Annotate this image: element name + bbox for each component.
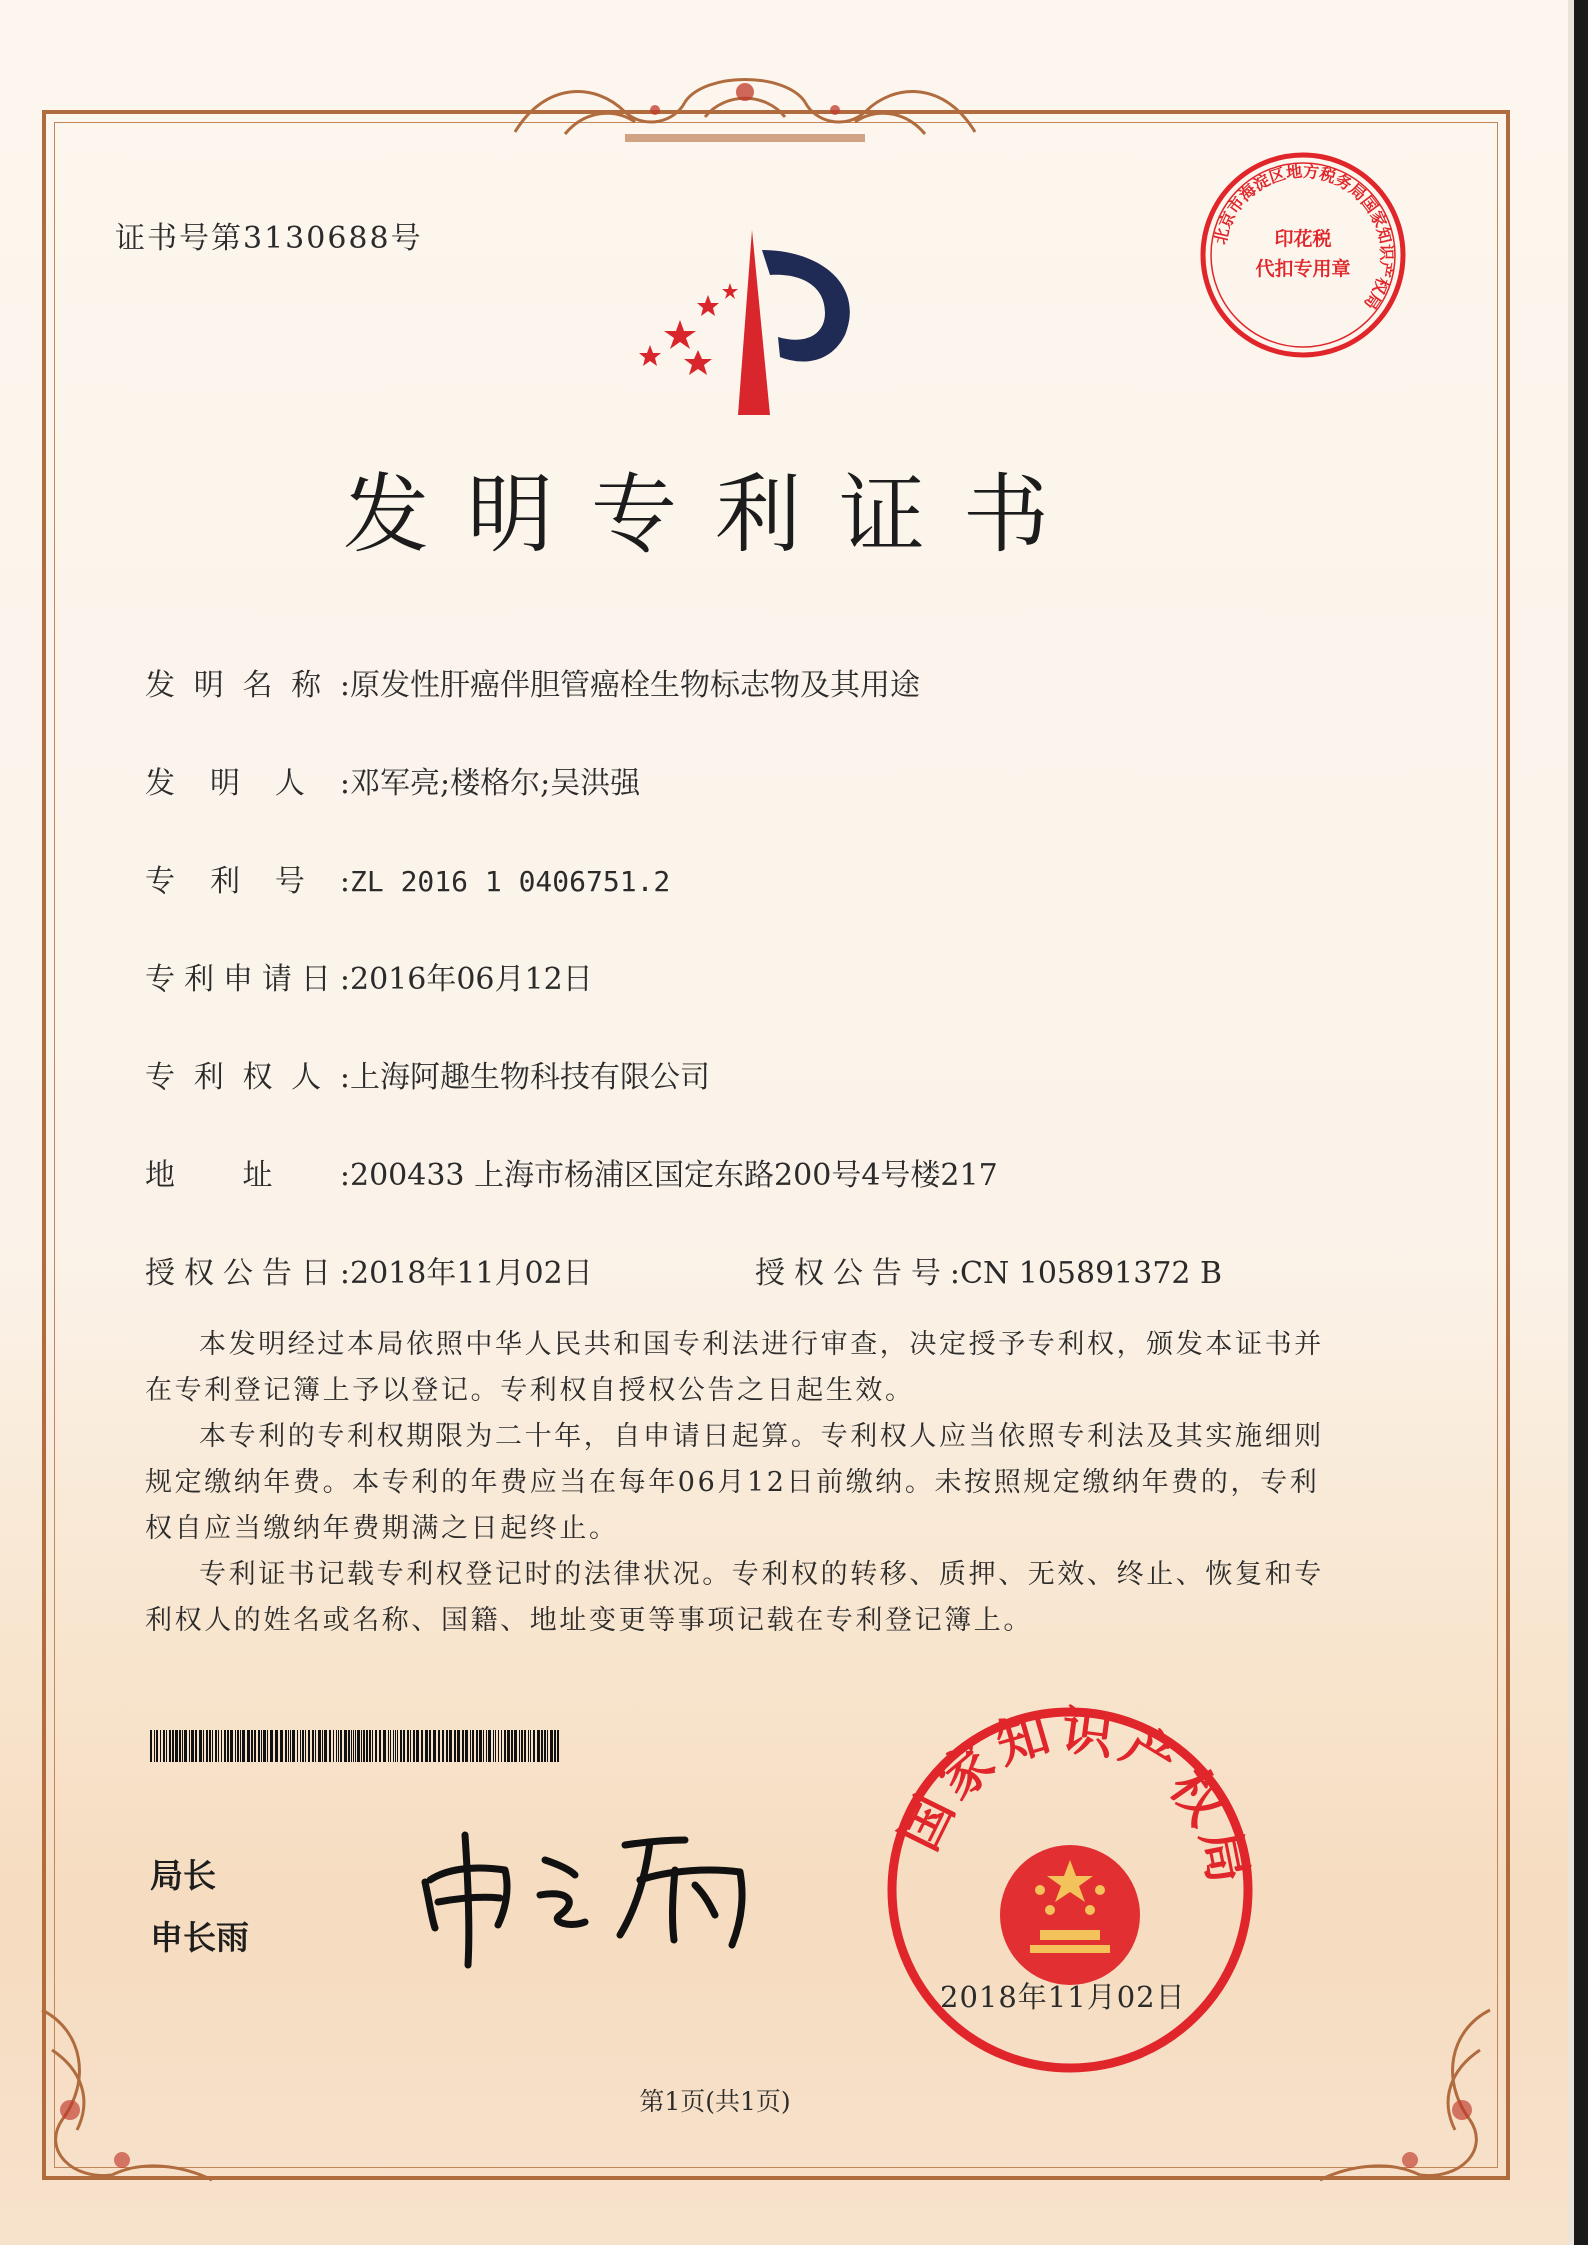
barcode-bar xyxy=(465,1730,468,1762)
barcode-bar xyxy=(254,1730,256,1762)
tax-seal-center-2: 代扣专用章 xyxy=(1255,258,1351,280)
barcode-bar xyxy=(227,1730,229,1762)
inventors-label: 发明人: xyxy=(145,766,350,801)
barcode-bar xyxy=(433,1730,436,1762)
barcode-bar xyxy=(203,1730,204,1762)
barcode-bar xyxy=(267,1730,268,1762)
barcode-icon xyxy=(150,1730,560,1762)
barcode-bar xyxy=(393,1730,394,1762)
barcode-bar xyxy=(288,1730,289,1762)
barcode-bar xyxy=(544,1730,546,1762)
page-number: 第1页(共1页) xyxy=(639,2087,791,2116)
barcode-bar xyxy=(195,1730,197,1762)
barcode-bar xyxy=(454,1730,456,1762)
barcode-bar xyxy=(160,1730,161,1762)
decorative-frame-inner xyxy=(54,122,1498,2168)
barcode-bar xyxy=(383,1730,386,1762)
barcode-bar xyxy=(519,1730,520,1762)
barcode-bar xyxy=(541,1730,543,1762)
barcode-bar xyxy=(470,1730,471,1762)
barcode-bar xyxy=(297,1730,298,1762)
barcode-bar xyxy=(175,1730,178,1762)
barcode-bar xyxy=(348,1730,350,1762)
barcode-bar xyxy=(212,1730,213,1762)
barcode-bar xyxy=(395,1730,396,1762)
barcode-bar xyxy=(340,1730,342,1762)
barcode-bar xyxy=(247,1730,250,1762)
barcode-bar xyxy=(416,1730,419,1762)
tax-seal-ring-text: 北京市海淀区地方税务局国家知识产权局 xyxy=(1210,161,1397,313)
barcode-bar xyxy=(514,1730,517,1762)
stamp-date: 2018年11月02日 xyxy=(940,1980,1186,2014)
invention-name-label: 发明名称: xyxy=(145,668,350,703)
grant-date-value: 2018年11月02日 xyxy=(350,1256,593,1291)
certificate-title: 发明专利证书 xyxy=(343,465,1087,565)
barcode-bar xyxy=(221,1730,222,1762)
barcode-bar xyxy=(300,1730,301,1762)
top-ornament-icon xyxy=(505,62,985,152)
barcode-bar xyxy=(292,1730,295,1762)
barcode-bar xyxy=(363,1730,365,1762)
barcode-bar xyxy=(351,1730,352,1762)
barcode-bar xyxy=(495,1730,496,1762)
field-patentee xyxy=(145,1052,710,1096)
barcode-bar xyxy=(215,1730,217,1762)
barcode-bar xyxy=(344,1730,347,1762)
barcode-bar xyxy=(537,1730,540,1762)
barcode-bar xyxy=(324,1730,327,1762)
barcode-bar xyxy=(218,1730,219,1762)
barcode-bar xyxy=(179,1730,181,1762)
barcode-bar xyxy=(483,1730,484,1762)
barcode-bar xyxy=(369,1730,371,1762)
barcode-bar xyxy=(263,1730,266,1762)
barcode-bar xyxy=(547,1730,548,1762)
barcode-bar xyxy=(189,1730,190,1762)
barcode-bar xyxy=(425,1730,428,1762)
barcode-bar xyxy=(550,1730,553,1762)
barcode-bar xyxy=(333,1730,334,1762)
barcode-bar xyxy=(372,1730,373,1762)
address-label: 地址: xyxy=(145,1158,350,1193)
barcode-bar xyxy=(206,1730,208,1762)
barcode-bar xyxy=(280,1730,283,1762)
barcode-bar xyxy=(169,1730,171,1762)
handwritten-signature-icon xyxy=(410,1810,770,1970)
barcode-bar xyxy=(390,1730,391,1762)
barcode-bar xyxy=(302,1730,304,1762)
barcode-bar xyxy=(400,1730,402,1762)
barcode-bar xyxy=(315,1730,316,1762)
barcode-bar xyxy=(476,1730,478,1762)
barcode-bar xyxy=(224,1730,226,1762)
barcode-bar xyxy=(446,1730,448,1762)
field-grant-no xyxy=(755,1248,1222,1292)
certificate-number xyxy=(115,213,423,257)
barcode-bar xyxy=(308,1730,310,1762)
barcode-bar xyxy=(150,1730,152,1762)
state-ip-office-seal-icon xyxy=(880,1700,1260,2080)
barcode-bar xyxy=(457,1730,460,1762)
barcode-bar xyxy=(322,1730,323,1762)
barcode-bar xyxy=(237,1730,239,1762)
barcode-bar xyxy=(530,1730,531,1762)
barcode-bar xyxy=(191,1730,194,1762)
barcode-bar xyxy=(199,1730,202,1762)
barcode-bar xyxy=(275,1730,278,1762)
field-filing-date xyxy=(145,954,593,998)
grant-no-label: 授权公告号: xyxy=(755,1256,960,1291)
barcode-bar xyxy=(438,1730,440,1762)
barcode-bar xyxy=(366,1730,368,1762)
barcode-bar xyxy=(524,1730,526,1762)
barcode-bar xyxy=(182,1730,183,1762)
barcode-bar xyxy=(154,1730,155,1762)
barcode-bar xyxy=(240,1730,241,1762)
body-paragraph-3: 专利证书记载专利权登记时的法律状况。专利权的转移、质押、无效、终止、恢复和专利权人的姓名或名称、国籍、地址变更等事项记载在专利登记簿上。 xyxy=(145,1559,1324,1636)
barcode-bar xyxy=(488,1730,491,1762)
patentee-label: 专利权人: xyxy=(145,1060,350,1095)
barcode-bar xyxy=(504,1730,506,1762)
barcode-bar xyxy=(285,1730,287,1762)
barcode-bar xyxy=(355,1730,356,1762)
barcode-bar xyxy=(429,1730,431,1762)
field-grant-date xyxy=(145,1248,593,1292)
barcode-bar xyxy=(501,1730,502,1762)
barcode-bar xyxy=(507,1730,510,1762)
barcode-bar xyxy=(421,1730,423,1762)
barcode-bar xyxy=(449,1730,452,1762)
barcode-bar xyxy=(242,1730,245,1762)
body-paragraph-1: 本发明经过本局依照中华人民共和国专利法进行审查，决定授予专利权，颁发本证书并在专利登记簿上予以登记。专利权自授权公告之日起生效。 xyxy=(145,1329,1324,1406)
barcode-bar xyxy=(493,1730,494,1762)
barcode-bar xyxy=(336,1730,337,1762)
barcode-bar xyxy=(462,1730,464,1762)
patentee-value: 上海阿趣生物科技有限公司 xyxy=(350,1060,710,1095)
patent-no-label: 专利号: xyxy=(145,864,350,899)
barcode-bar xyxy=(172,1730,174,1762)
director-name: 申长雨 xyxy=(150,1918,249,1957)
barcode-bar xyxy=(353,1730,354,1762)
page-edge-dark xyxy=(1574,0,1588,2245)
barcode-bar xyxy=(230,1730,233,1762)
invention-name-value: 原发性肝癌伴胆管癌栓生物标志物及其用途 xyxy=(350,668,920,703)
filing-date-label: 专利申请日: xyxy=(145,962,350,997)
barcode-bar xyxy=(554,1730,556,1762)
tax-seal-icon xyxy=(1193,145,1413,365)
barcode-bar xyxy=(486,1730,487,1762)
tax-seal-center-1: 印花税 xyxy=(1274,228,1332,250)
barcode-bar xyxy=(258,1730,260,1762)
barcode-bar xyxy=(410,1730,411,1762)
barcode-bar xyxy=(312,1730,314,1762)
patent-office-emblem-icon xyxy=(620,225,880,425)
barcode-bar xyxy=(472,1730,474,1762)
field-patent-no xyxy=(145,856,670,900)
barcode-bar xyxy=(379,1730,381,1762)
barcode-bar xyxy=(235,1730,236,1762)
barcode-bar xyxy=(403,1730,405,1762)
barcode-bar xyxy=(338,1730,339,1762)
barcode-bar xyxy=(413,1730,415,1762)
grant-date-label: 授权公告日: xyxy=(145,1256,350,1291)
barcode-bar xyxy=(329,1730,331,1762)
field-invention-name xyxy=(145,660,920,704)
barcode-bar xyxy=(388,1730,389,1762)
barcode-bar xyxy=(184,1730,187,1762)
barcode-bar xyxy=(156,1730,158,1762)
cert-no-suffix: 号 xyxy=(390,221,423,256)
barcode-bar xyxy=(528,1730,529,1762)
barcode-bar xyxy=(361,1730,362,1762)
grant-no-value: CN 105891372 B xyxy=(960,1256,1223,1291)
barcode-bar xyxy=(357,1730,360,1762)
cert-no-value: 3130688 xyxy=(243,221,391,256)
field-address xyxy=(145,1150,998,1194)
barcode-bar xyxy=(163,1730,165,1762)
barcode-bar xyxy=(209,1730,211,1762)
cert-no-label: 证书号第 xyxy=(115,221,243,256)
address-value: 200433 上海市杨浦区国定东路200号4号楼217 xyxy=(350,1158,998,1193)
barcode-bar xyxy=(511,1730,513,1762)
barcode-bar xyxy=(521,1730,523,1762)
barcode-bar xyxy=(251,1730,253,1762)
filing-date-value: 2016年06月12日 xyxy=(350,962,593,997)
barcode-bar xyxy=(318,1730,321,1762)
director-title: 局长 xyxy=(150,1856,216,1895)
certificate-body xyxy=(145,1322,1333,1644)
barcode-bar xyxy=(442,1730,444,1762)
barcode-bar xyxy=(270,1730,273,1762)
barcode-bar xyxy=(533,1730,535,1762)
barcode-bar xyxy=(261,1730,262,1762)
patent-no-value: ZL 2016 1 0406751.2 xyxy=(350,865,671,898)
barcode-bar xyxy=(498,1730,499,1762)
barcode-bar xyxy=(166,1730,167,1762)
barcode-bar xyxy=(397,1730,398,1762)
inventors-value: 邓军亮;楼格尔;吴洪强 xyxy=(350,766,641,801)
director-block xyxy=(150,1845,249,1969)
barcode-bar xyxy=(375,1730,377,1762)
body-paragraph-2: 本专利的专利权期限为二十年，自申请日起算。专利权人应当依照专利法及其实施细则规定缴纳年费。本专利的年费应当在每年06月12日前缴纳。未按照规定缴纳年费的，专利权自应当缴纳年费期满之日起终止。 xyxy=(145,1421,1324,1544)
barcode-bar xyxy=(407,1730,409,1762)
barcode-bar xyxy=(557,1730,559,1762)
barcode-bar xyxy=(305,1730,306,1762)
big-seal-ring-text: 国家知识产权局 xyxy=(888,1700,1260,1894)
field-inventors xyxy=(145,758,640,802)
barcode-bar xyxy=(290,1730,291,1762)
barcode-bar xyxy=(479,1730,482,1762)
